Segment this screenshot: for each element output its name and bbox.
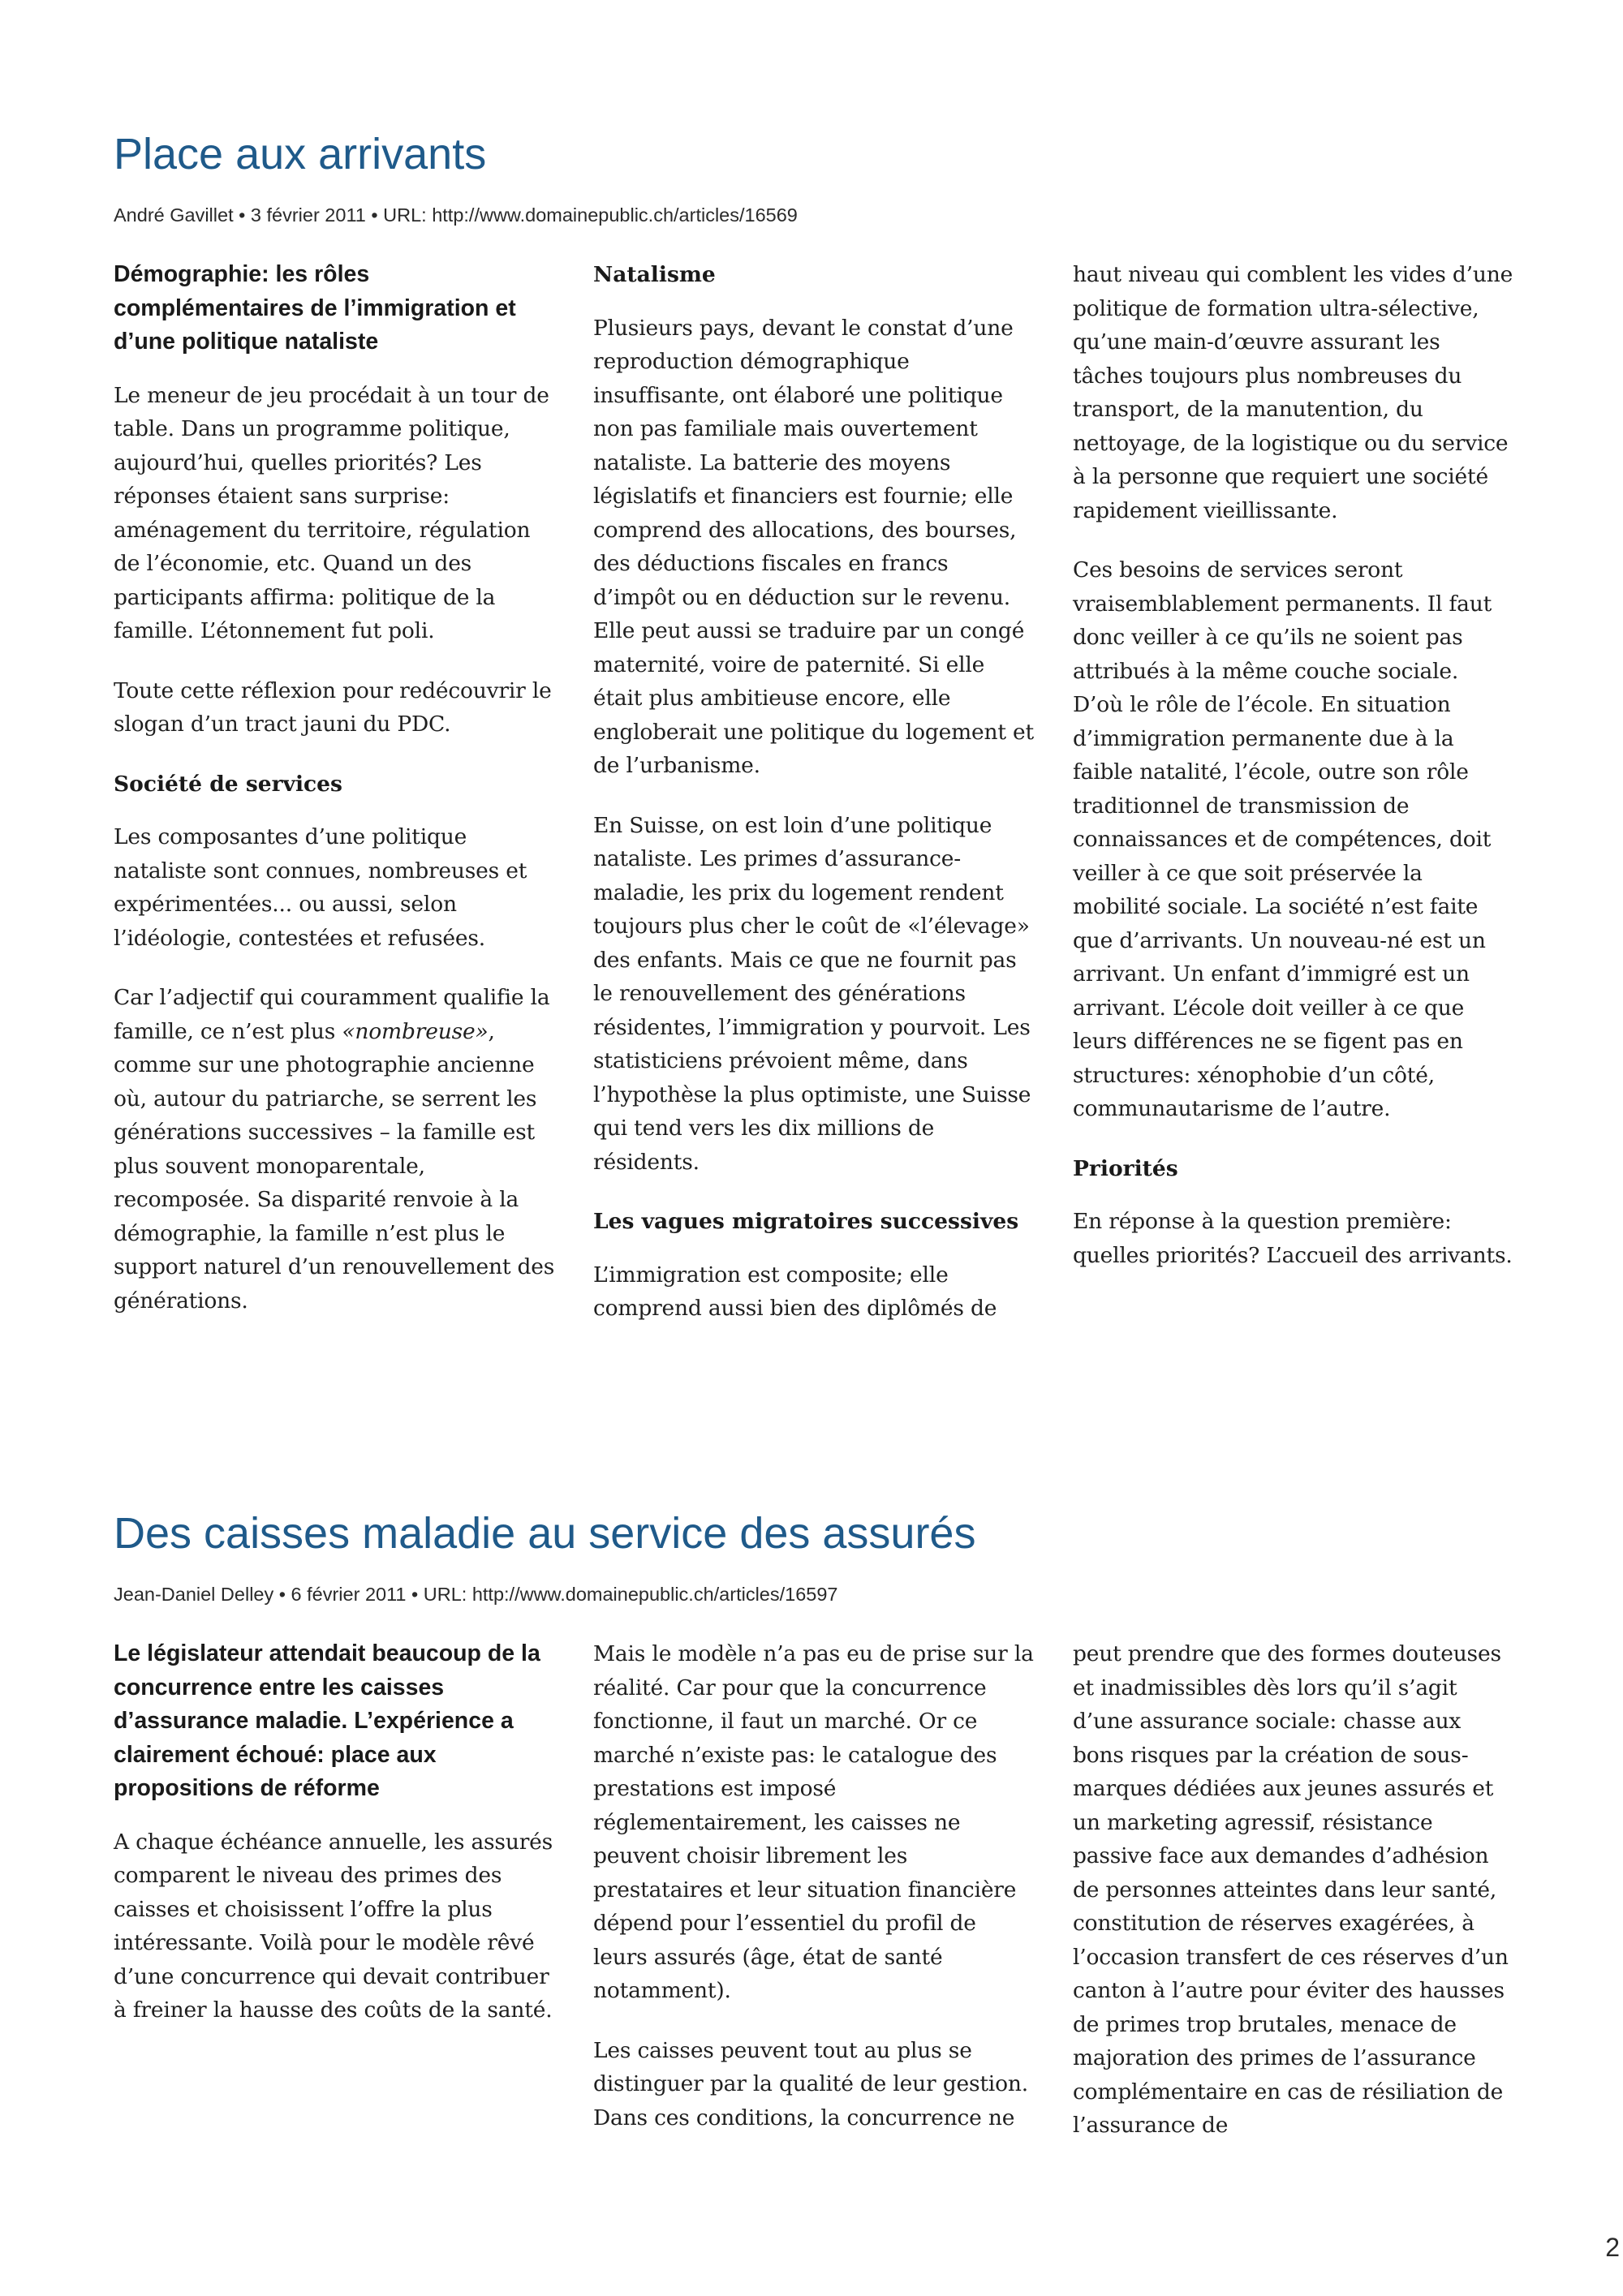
paragraph: Ces besoins de services seront vraisemblablement permanents. Il faut donc veiller à ce qu’ils ne soient pas attribués à la même couche sociale. D’où le rôle de l’école. En situation d’immigration permanente due à la faible natalité, l’école, outre son rôle traditionnel de transmission de connaissances et de compétences, doit veiller à ce que soit préservée la mobilité sociale. La société n’est faite que d’arrivants. Un nouveau-né est un arrivant. Un enfant d’immigré est un arrivant. L’école doit veiller à ce que leurs différences ne se figent pas en structures: xénophobie d’un côté, communautarisme de l’autre. bbox=[1073, 557, 1492, 1121]
column-1 bbox=[114, 1637, 556, 2053]
article-caisses-maladie bbox=[114, 1503, 1509, 2138]
article-meta: Jean-Daniel Delley • 6 février 2011 • URL: http://www.domainepublic.ch/articles/16597 bbox=[114, 1584, 838, 1605]
column-2 bbox=[593, 258, 1035, 1352]
paragraph: Mais le modèle n’a pas eu de prise sur la réalité. Car pour que la concurrence fonctionne, il faut un marché. Or ce marché n’existe pas: le catalogue des prestations est imposé réglementairement, les caisses ne peuvent choisir librement les prestataires et leur situation financière dépend pour l’essentiel du profil de leurs assurés (âge, état de santé notamment). bbox=[593, 1641, 1034, 2003]
paragraph: En réponse à la question première: quelles priorités? L’accueil des arrivants. bbox=[1073, 1209, 1513, 1268]
paragraph: Toute cette réflexion pour redécouvrir le slogan d’un tract jauni du PDC. bbox=[114, 677, 552, 737]
article-title: Des caisses maladie au service des assurés bbox=[114, 1509, 976, 1558]
paragraph: En Suisse, on est loin d’une politique nataliste. Les primes d’assurance-maladie, les prix du logement rendent toujours plus cher le coût de «l’élevage» des enfants. Mais ce que ne fournit pas le renouvellement des générations résidentes, l’immigration y pourvoit. Les statisticiens prévoient même, dans l’hypothèse la plus optimiste, une Suisse qui tend vers les dix millions de résidents. bbox=[593, 812, 1031, 1175]
paragraph: Les composantes d’une politique nataliste sont connues, nombreuses et expérimentées... ou aussi, selon l’idéologie, contestées et refusées. bbox=[114, 824, 527, 951]
section-heading: Les vagues migratoires successives bbox=[593, 1209, 1019, 1234]
paragraph: A chaque échéance annuelle, les assurés comparent le niveau des primes des caisses et choisissent l’offre la plus intéressante. Voilà pour le modèle rêvé d’une concurrence qui devait contribuer à freiner la hausse des coûts de la santé. bbox=[114, 1829, 553, 2023]
column-3 bbox=[1073, 258, 1515, 1298]
article-title: Place aux arrivants bbox=[114, 130, 487, 178]
section-heading: Société de services bbox=[114, 771, 342, 797]
section-heading: Natalisme bbox=[593, 262, 716, 287]
paragraph: L’immigration est composite; elle comprend aussi bien des diplômés de bbox=[593, 1262, 997, 1321]
page-number: 2 bbox=[1605, 2233, 1620, 2262]
column-1 bbox=[114, 258, 556, 1344]
emphasis-text: «nombreuse» bbox=[342, 1018, 489, 1044]
paragraph: haut niveau qui comblent les vides d’une politique de formation ultra-sélective, qu’une main-d’œuvre assurant les tâches toujours plus nombreuses du transport, de la manutention, du nettoyage, de la logistique ou du service à la personne que requiert une société rapidement vieillissante. bbox=[1073, 262, 1513, 523]
article-lead: Le législateur attendait beaucoup de la concurrence entre les caisses d’assurance maladie. L’expérience a clairement échoué: place aux propositions de réforme bbox=[114, 1640, 540, 1801]
article-lead: Démographie: les rôles complémentaires de l’immigration et d’une politique nataliste bbox=[114, 261, 516, 355]
paragraph: Les caisses peuvent tout au plus se distinguer par la qualité de leur gestion. Dans ces conditions, la concurrence ne bbox=[593, 2037, 1028, 2130]
paragraph-text: , comme sur une photographie ancienne où, autour du patriarche, se serrent les générations successives – la famille est plus souvent monoparentale, recomposée. Sa disparité renvoie à la démographie, la famille n’est plus le support naturel d’un renouvellement des générations. bbox=[114, 1018, 555, 1314]
paragraph: Le meneur de jeu procédait à un tour de table. Dans un programme politique, aujourd’hui, quelles priorités? Les réponses étaient sans surprise: aménagement du territoire, régulation de l’économie, etc. Quand un des participants affirma: politique de la famille. L’étonnement fut poli. bbox=[114, 382, 549, 643]
article-place-aux-arrivants bbox=[114, 123, 1513, 1321]
column-2 bbox=[593, 1637, 1035, 2161]
article-meta: André Gavillet • 3 février 2011 • URL: http://www.domainepublic.ch/articles/16569 bbox=[114, 204, 798, 226]
column-3 bbox=[1073, 1637, 1515, 2169]
section-heading: Priorités bbox=[1073, 1155, 1178, 1181]
paragraph: Plusieurs pays, devant le constat d’une reproduction démographique insuffisante, ont élaboré une politique non pas familiale mais ouvertement nataliste. La batterie des moyens législatifs et financiers est fournie; elle comprend des allocations, des bourses, des déductions fiscales en francs d’impôt ou en déduction sur le revenu. Elle peut aussi se traduire par un congé maternité, voire de paternité. Si elle était plus ambitieuse encore, elle engloberait une politique du logement et de l’urbanisme. bbox=[593, 315, 1034, 778]
paragraph bbox=[114, 981, 556, 1318]
paragraph: peut prendre que des formes douteuses et inadmissibles dès lors qu’il s’agit d’une assurance sociale: chasse aux bons risques par la création de sous-marques dédiées aux jeunes assurés et un marketing agressif, résistance passive face aux demandes d’adhésion de personnes atteintes dans leur santé, constitution de réserves exagérées, à l’occasion transfert de ces réserves d’un canton à l’autre pour éviter des hausses de primes trop brutales, menace de majoration des primes de l’assurance complémentaire en cas de résiliation de l’assurance de bbox=[1073, 1641, 1509, 2138]
paragraph-text: Car l’adjectif qui couramment qualifie la famille, ce n’est plus bbox=[114, 985, 550, 1044]
